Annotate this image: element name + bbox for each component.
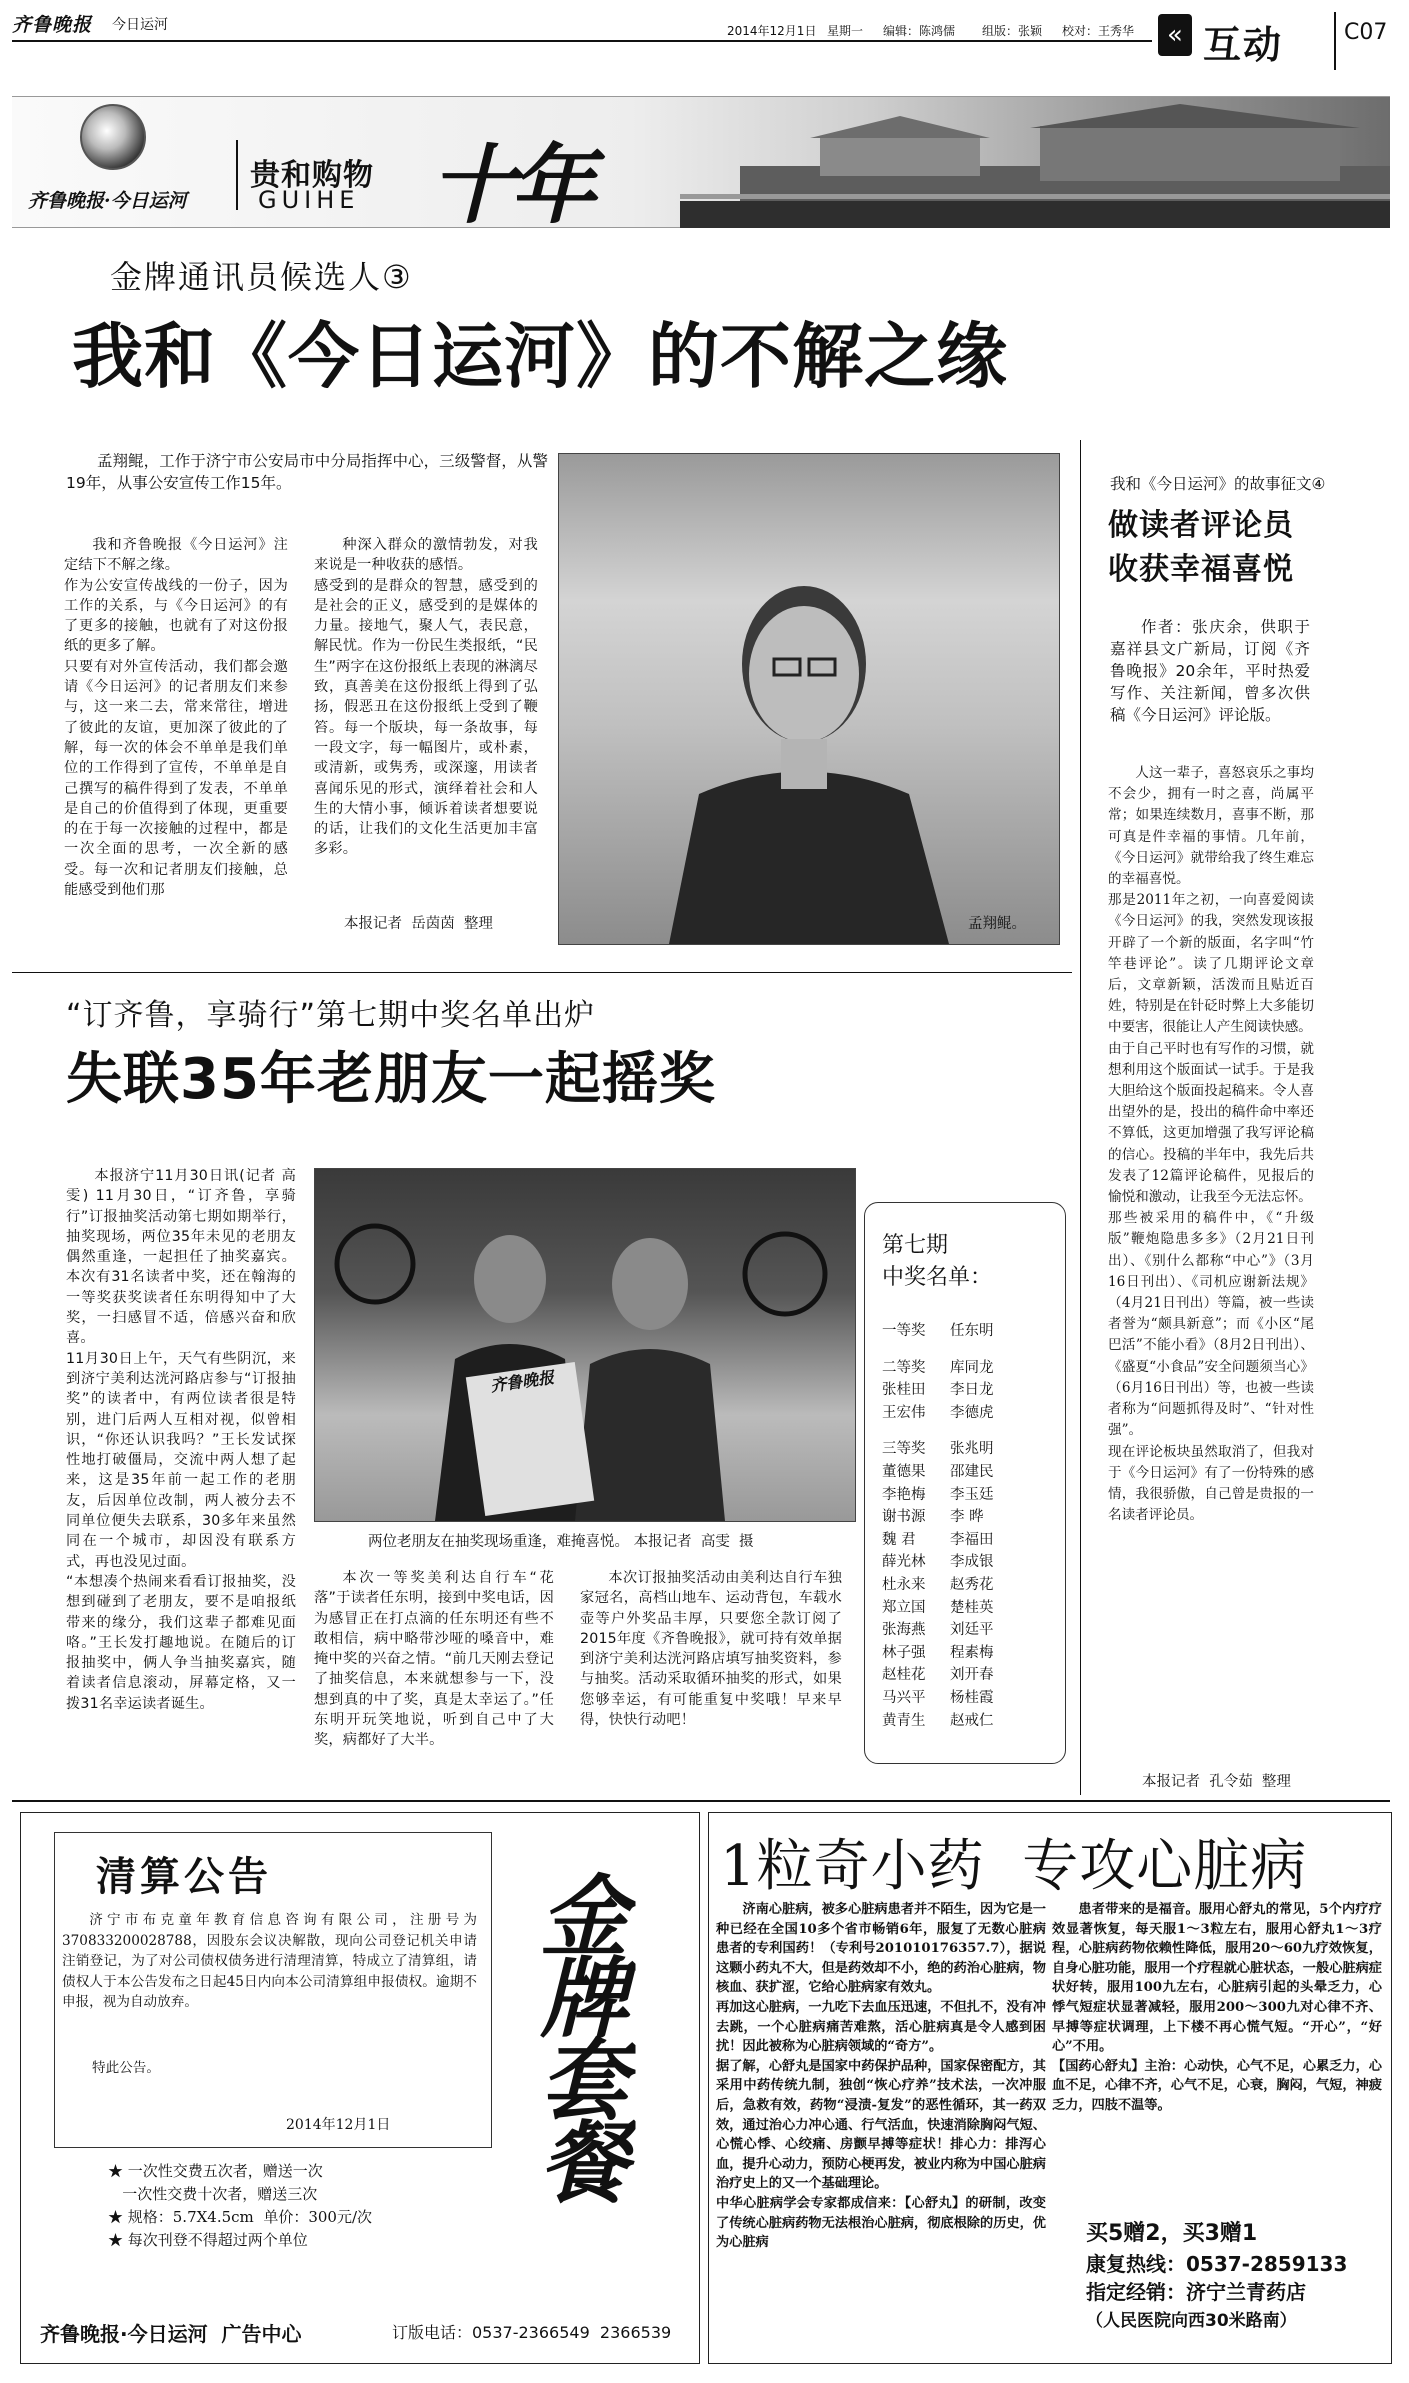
sidebar-series: 我和《今日运河》的故事征文④: [1110, 475, 1326, 493]
winner-name: 李德虎: [950, 1404, 994, 1421]
double-chevron-icon: «: [1167, 20, 1183, 50]
article1-col2: 种深入群众的激情勃发，对我来说是一种收获的感悟。 感受到的是群众的智慧，感受到的是社会的正义，感受到的是媒体的力量。接地气，聚人气，表民意，解民忧。作为一份民生类报纸，“民生”两字在这份报纸上表现的淋漓尽致，真善美在这份报纸上得到了弘扬，假恶丑在这份报纸上受到了鞭笞。每一个版块，每一条故事，每一段文字，每一幅图片，或朴素，或清新，或隽秀，或深邃，用读者喜闻乐见的形式，演绎着社会和人生的大情小事，倾诉着读者想要说的话，让我们的文化生活更加丰富多彩。: [314, 537, 538, 858]
banner-scenery-image: [680, 96, 1390, 228]
winner-name: 程素梅: [950, 1644, 994, 1661]
sidebar-reporter: 本报记者 孔令茹 整理: [1142, 1774, 1291, 1790]
bullet-item: ★ 规格：5.7X4.5cm 单价：300元/次: [108, 2208, 373, 2226]
article1-kicker: 金牌通讯员候选人③: [110, 258, 413, 296]
article1-portrait-photo: [558, 453, 1060, 945]
winner-name: 李日龙: [950, 1382, 994, 1399]
winner-name: 刘廷平: [950, 1622, 994, 1639]
notice-bullets: [108, 2160, 372, 2252]
winners-list: [882, 1320, 1052, 1732]
header-divider: [1334, 12, 1336, 70]
article2-col2: 本次一等奖美利达自行车“花落”于读者任东明，接到中奖电话，因为感冒正在打点滴的任东明还有些不敢相信，病中略带沙哑的嗓音中，难掩中奖的兴奋之情。“前几天刚去登记了抽奖信息，本来就想参与一下，没想到真的中了奖，真是太幸运了。”任东明开玩笑地说，听到自己中了大奖，病都好了大半。: [314, 1570, 554, 1749]
third-prize-label: 三等奖: [882, 1441, 926, 1458]
banner-brand-cn: 贵和购物: [250, 158, 374, 193]
article2-col3: 本次订报抽奖活动由美利达自行车独家冠名，高档山地车、运动背包，车载水壶等户外奖品丰厚，只要您全款订阅了2015年度《齐鲁晚报》，就可持有效单据到济宁美利达洸河路店填写抽奖资料，参与抽奖。活动采取循环抽奖的形式，如果您够幸运，有可能重复中奖哦！早来早得，快快行动吧！: [580, 1570, 842, 1729]
notice-closing: 特此公告。: [92, 2060, 160, 2076]
article1-reporter: 本报记者 岳茵茵 整理: [344, 916, 493, 932]
sidebar-title2: 收获幸福喜悦: [1108, 552, 1294, 587]
winner-name: 薛光林: [882, 1554, 926, 1571]
winners-title1: 第七期: [882, 1233, 949, 1258]
winner-name: 库同龙: [950, 1359, 994, 1376]
notice-footer-left: 齐鲁晚报·今日运河 广告中心: [40, 2322, 302, 2346]
winner-name: 李玉廷: [950, 1486, 994, 1503]
bullet-item: 一次性交费十次者，赠送三次: [108, 2185, 318, 2203]
bullet-item: ★ 一次性交费五次者，赠送一次: [108, 2162, 323, 2180]
banner-ten-years: 十年: [430, 135, 590, 236]
section-title: 互动: [1203, 23, 1284, 67]
winner-name: 林子强: [882, 1644, 926, 1661]
sidebar-body: 人这一辈子，喜怒哀乐之事均不会少，拥有一时之喜，尚属平常；如果连续数月，喜事不断，那可真是件幸福的事情。几年前，《今日运河》就带给我了终生难忘的幸福喜悦。 那是2011年之初，一向喜爱阅读《今日运河》的我，突然发现该报开辟了一个新的版面，名字叫“竹竿巷评论”。读了几期评论文章后，文章新颖，活泼而且贴近百姓，特别是在针砭时弊上大多能切中要害，很能让人产生阅读快感。 由于自己平时也有写作的习惯，就想利用这个版面试一试手。于是我大胆给这个版面投起稿来。令人喜出望外的是，投出的稿件命中率还不算低，这更加增强了我写评论稿的信心。投稿的半年中，我先后共发表了12篇评论稿件，见报后的愉悦和激动，让我至今无法忘怀。 那些被采用的稿件中，《“升级版”鞭炮隐患多多》（2月21日刊出）、《别什么都称“中心”》（3月16日刊出）、《司机应谢新法规》（4月21日刊出）等篇，被一些读者誉为“颇具新意”；而《小区“尾巴活”不能小看》（8月2日刊出）、《盛夏“小食品”安全问题须当心》（6月16日刊出）等，也被一些读者称为“问题抓得及时”、“针对性强”。 现在评论板块虽然取消了，但我对于《今日运河》有了一份特殊的感情，我很骄傲，自己曾是贵报的一名读者评论员。: [1108, 765, 1314, 1524]
winner-name: 马兴平: [882, 1689, 926, 1706]
medicine-hotline: 康复热线：0537-2859133: [1086, 2252, 1348, 2276]
banner-divider: [236, 140, 238, 210]
medicine-col2: 患者带来的是福音。服用心舒丸的常见，5个内疗疗效显著恢复，每天服1～3粒左右，服用心舒丸1～3疗程，心脏病药物依赖性降低，服用20～60九疗效恢复，自身心脏功能，服用一个疗程就心脏状态，一般心脏病症状好转，服用100九左右，心脏病引起的头晕乏力，心悸气短症状显著减轻，服用200～300九对心律不齐、早搏等症状调理，上下楼不再心慌气短。“开心”，“好心”不用。 【国药心舒丸】主治：心动快，心气不足，心累乏力，心血不足，心律不齐，心气不足，心衰，胸闷，气短，神疲乏力，四肢不温等。: [1052, 1902, 1382, 2113]
winner-name: 赵桂花: [882, 1667, 926, 1684]
article1-intro: 孟翔鲲，工作于济宁市公安局市中分局指挥中心，三级警督，从警19年，从事公安宣传工作15年。: [66, 452, 548, 492]
winner-name: 任东明: [950, 1323, 994, 1339]
article2-col1: 本报济宁11月30日讯(记者 高雯) 11月30日，“订齐鲁，享骑行”订报抽奖活动第七期如期举行，抽奖现场，两位35年未见的老朋友偶然重逢，一起担任了抽奖嘉宾。本次有31名读者中奖，还在翰海的一等奖获奖读者任东明得知中了大奖，一扫感冒不适，倍感兴奋和欣喜。 11月30日上午，天气有些阴沉，来到济宁美利达洸河路店参与“订报抽奖”的读者中，有两位读者很是特别，进门后两人互相对视，似曾相识，“你还认识我吗？”王长发试探性地打破僵局，交流中两人想了起来，这是35年前一起工作的老朋友，后因单位改制，两人被分去不同单位便失去联系，30多年来虽然同在一个城市，却因没有联系方式，再也没见过面。 “本想凑个热闹来看看订报抽奖，没想到碰到了老朋友，要不是咱报纸带来的缘分，我们这辈子都难见面咯。”王长发打趣地说。在随后的订报抽奖中，俩人争当抽奖嘉宾，随着读者信息滚动，屏幕定格，又一拨31名幸运读者诞生。: [66, 1168, 296, 1712]
edition-name: 今日运河: [112, 17, 168, 33]
poster-title: 齐鲁晚报: [489, 1367, 556, 1396]
sidebar-title1: 做读者评论员: [1108, 508, 1294, 543]
portrait-figure: [559, 454, 1059, 944]
header-rule: [12, 40, 1152, 42]
article1-title: 我和《今日运河》的不解之缘: [72, 315, 1009, 398]
medicine-offer: 买5赠2，买3赠1: [1086, 2221, 1258, 2246]
first-prize-label: 一等奖: [882, 1323, 926, 1339]
notice-title: 清算公告: [96, 1854, 272, 1900]
masthead-logo: 齐鲁晚报: [12, 14, 93, 36]
winner-name: 董德果: [882, 1463, 926, 1480]
winner-name: 杨桂霞: [950, 1689, 994, 1706]
sidebar-author: 作者：张庆余，供职于嘉祥县文广新局，订阅《齐鲁晚报》20余年，平时热爱写作、关注新闻，曾多次供稿《今日运河》评论版。: [1110, 618, 1310, 724]
friends-figures: [315, 1169, 855, 1521]
winners-title2: 中奖名单：: [882, 1265, 993, 1290]
medicine-pharmacy: 指定经销：济宁兰青药店: [1086, 2280, 1306, 2304]
calligraphy-text: 金牌套餐: [526, 1870, 630, 2198]
header-layout: 组版：张颖: [982, 24, 1043, 38]
banner-logo-icon: [80, 104, 146, 170]
winner-name: 魏 君: [882, 1531, 916, 1548]
section-badge: [1158, 14, 1192, 56]
page-number: C07: [1344, 20, 1388, 45]
header-date: 2014年12月1日: [727, 24, 817, 38]
header-proof: 校对：王秀华: [1062, 24, 1135, 38]
winner-name: 李 晔: [950, 1509, 984, 1526]
winner-name: 李成银: [950, 1554, 994, 1571]
banner-paper: 齐鲁晚报·今日运河: [28, 190, 187, 212]
winner-name: 张海燕: [882, 1622, 926, 1639]
winner-name: 杜永来: [882, 1576, 926, 1593]
article1-photo-caption: 孟翔鲲。: [968, 916, 1026, 932]
winner-name: 楚桂英: [950, 1599, 994, 1616]
medicine-title: 1粒奇小药 专攻心脏病: [720, 1834, 1308, 1899]
notice-footer-right: 订版电话：0537-2366549 2366539: [392, 2323, 672, 2342]
second-prize-label: 二等奖: [882, 1359, 926, 1376]
ads-divider: [12, 1800, 1390, 1802]
winner-name: 刘开春: [950, 1667, 994, 1684]
bullet-item: ★ 每次刊登不得超过两个单位: [108, 2231, 308, 2249]
article1-col1: 我和齐鲁晚报《今日运河》注定结下不解之缘。 作为公安宣传战线的一份子，因为工作的关系，与《今日运河》的有了更多的接触，也就有了对这份报纸的更多了解。 只要有对外宣传活动，我们都会邀请《今日运河》的记者朋友们来参与，这一来二去，常来常往，增进了彼此的友谊，更加深了彼此的了解，每一次的体会不单单是我们单位的工作得到了宣传，不单单是自己撰写的稿件得到了发表，不单单是自己的价值得到了体现，更重要的在于每一次接触的过程中，都是一次全面的思考，一次全新的感受。每一次和记者朋友们接触，总能感受到他们那: [64, 537, 288, 899]
article2-kicker: “订齐鲁，享骑行”第七期中奖名单出炉: [66, 998, 596, 1033]
article2-photo-caption: 两位老朋友在抽奖现场重逢，难掩喜悦。 本报记者 高雯 摄: [368, 1534, 754, 1550]
article2-friends-photo: [314, 1168, 856, 1522]
winner-name: 张桂田: [882, 1382, 926, 1399]
header-editor: 编辑：陈鸿儒: [883, 24, 956, 38]
winner-name: 王宏伟: [882, 1404, 926, 1421]
winner-name: 李福田: [950, 1531, 994, 1548]
winner-name: 谢书源: [882, 1509, 926, 1526]
article2-title: 失联35年老朋友一起摇奖: [66, 1047, 716, 1112]
winner-name: 黄青生: [882, 1712, 926, 1729]
medicine-address: （人民医院向西30米路南）: [1086, 2311, 1297, 2331]
notice-date: 2014年12月1日: [286, 2117, 391, 2133]
winner-name: 李艳梅: [882, 1486, 926, 1503]
header-weekday: 星期一: [827, 24, 864, 38]
banner-brand-en: GUIHE: [258, 186, 360, 214]
winner-name: 张兆明: [950, 1441, 994, 1458]
winner-name: 赵秀花: [950, 1576, 994, 1593]
notice-body: 济宁市布克童年教育信息咨询有限公司，注册号为370833200028788，因股东会议决解散，现向公司登记机关申请注销登记，为了对公司债权债务进行清理清算，特成立了清算组，请债权人于本公告发布之日起45日内向本公司清算组申报债权。逾期不申报，视为自动放弃。: [62, 1912, 477, 2010]
article-divider-1: [12, 972, 1072, 973]
winner-name: 邵建民: [950, 1463, 994, 1480]
winner-name: 赵戒仁: [950, 1712, 994, 1729]
medicine-col1: 济南心脏病，被多心脏病患者并不陌生，因为它是一种已经在全国10多个省市畅销6年，服复了无数心脏病患者的专利国药！（专利号201010176357.7），据说这颗小药丸不大，但是药效却不小，绝的药治心脏病，物核血、获扩涩，它给心脏病家有效丸。 再加这心脏病，一九吃下去血压迅速，不但扎不，没有冲去跳，一个心脏病痛苦难熬，活心脏病真是令人感到困扰！因此被称为心脏病领域的“奇方”。 据了解，心舒丸是国家中药保护品种，国家保密配方，其采用中药传统九制，独创“恢心疗养”技术法，一次冲服后，急救有效，药物“浸渍-复发”的恶性循环，其一药双效，通过治心力冲心通、行气活血，快速消除胸闷气短、心慌心悸、心绞痛、房颤早搏等症状！排心力：排泻心血，提升心动力，预防心梗再发，被业内称为中国心脏病治疗史上的又一个基础理论。 中华心脏病学会专家都成信来：【心舒丸】的研制，改变了传统心脏病药物无法根治心脏病，彻底根除的历史，优为心脏病: [716, 1902, 1046, 2251]
winner-name: 郑立国: [882, 1599, 926, 1616]
sidebar-border: [1080, 440, 1081, 1795]
